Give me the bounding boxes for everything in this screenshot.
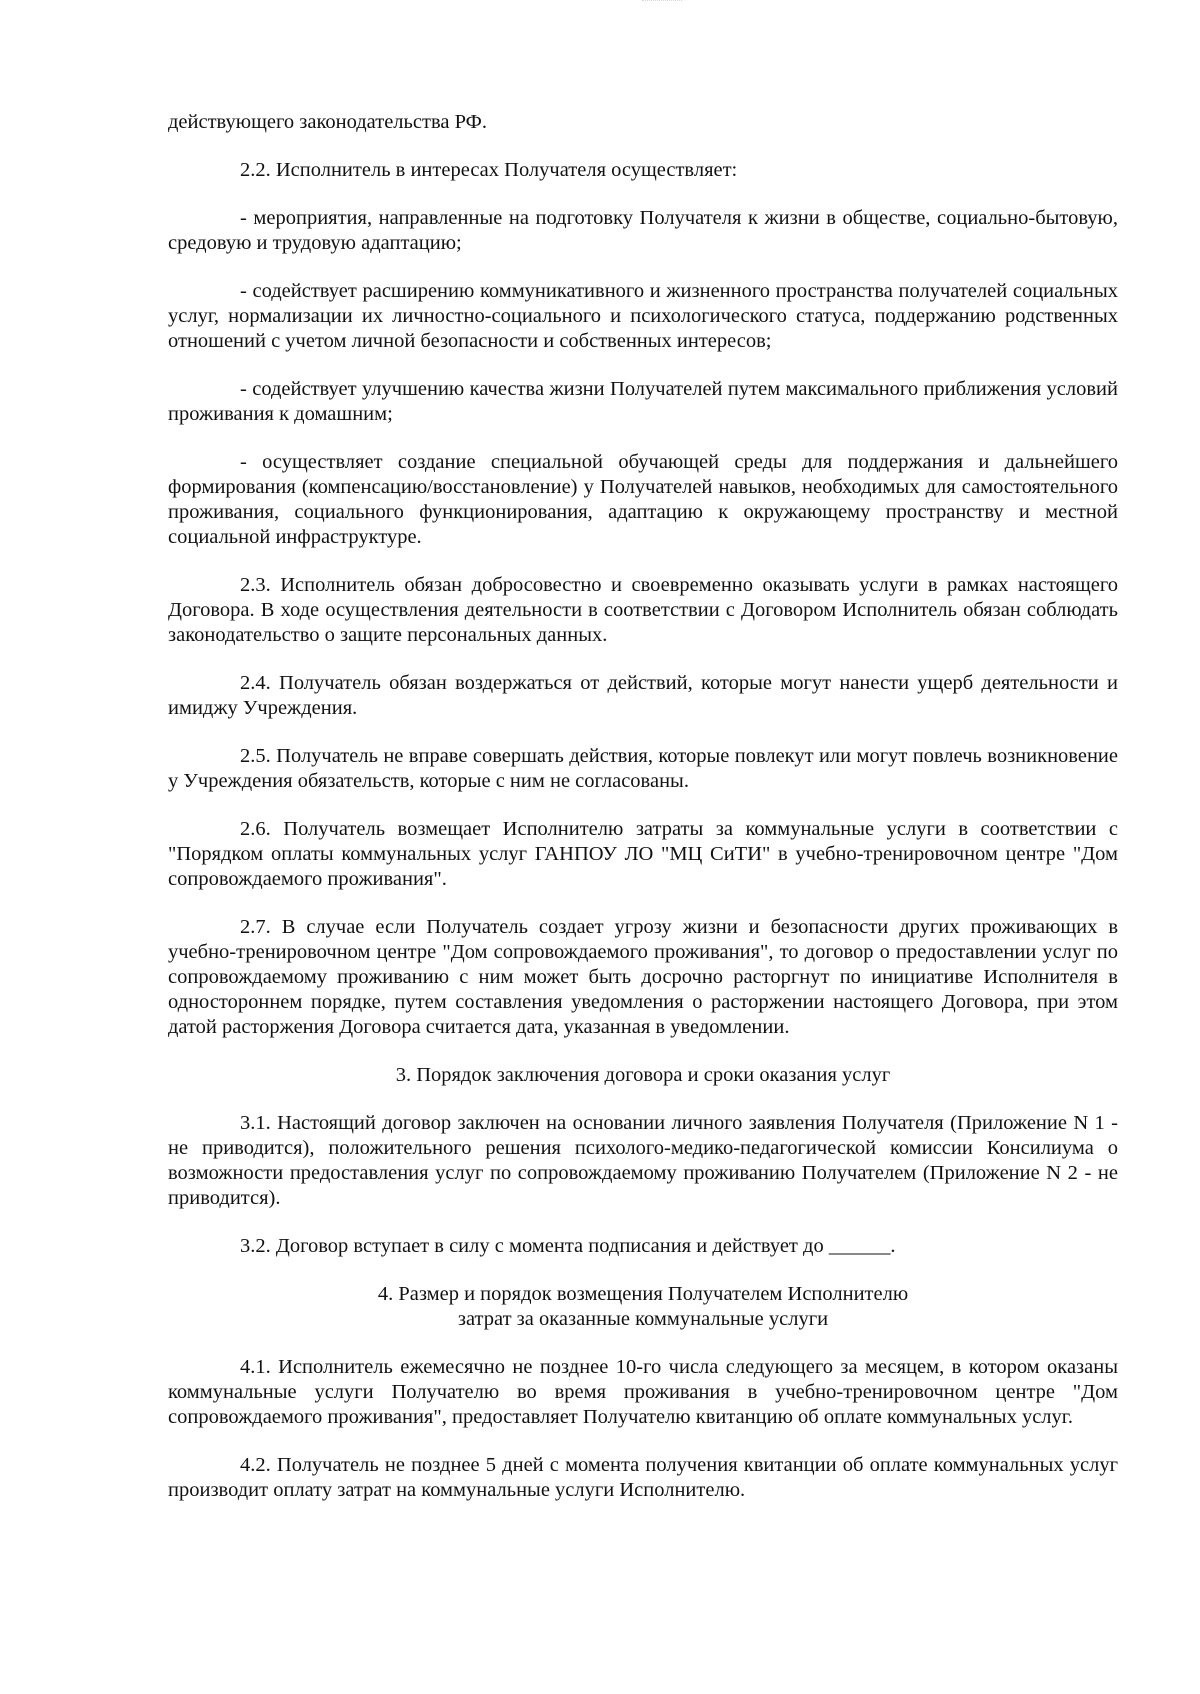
scan-artifact [642,0,682,7]
paragraph: - мероприятия, направленные на подготовку Получателя к жизни в обществе, социально-бытовую, средовую и трудовую адаптацию; [168,207,1118,254]
paragraph: 4.2. Получатель не позднее 5 дней с момента получения квитанции об оплате коммунальных услуг производит оплату затрат на коммунальные услуги Исполнителю. [168,1454,1118,1501]
section-heading: 3. Порядок заключения договора и сроки оказания услуг [395,1064,891,1086]
paragraph: - содействует расширению коммуникативного и жизненного пространства получателей социальных услуг, нормализации их личностно-социального и психологического статуса, поддержанию родственных отношений с учетом личной безопасности и собственных интересов; [168,280,1118,352]
paragraph: 3.2. Договор вступает в силу с момента подписания и действует до ______. [240,1235,896,1257]
paragraph: 3.1. Настоящий договор заключен на основании личного заявления Получателя (Приложение N 1 - не приводится), положительного решения психолого-медико-педагогической комиссии Консилиума о возможности предоставления услуг по сопровождаемому проживанию Получателем (Приложение N 2 - не приводится). [168,1112,1118,1209]
paragraph: - осуществляет создание специальной обучающей среды для поддержания и дальнейшего формирования (компенсацию/восстановление) у Получателей навыков, необходимых для самостоятельного проживания, социального функционирования, адаптацию к окружающему пространству и местной социальной инфраструктуре. [168,451,1118,548]
document-body [168,110,1118,1503]
paragraph: 2.6. Получатель возмещает Исполнителю затраты за коммунальные услуги в соответствии с "Порядком оплаты коммунальных услуг ГАНПОУ ЛО "МЦ СиТИ" в учебно-тренировочном центре "Дом сопровождаемого проживания". [168,818,1118,890]
paragraph: 2.7. В случае если Получатель создает угрозу жизни и безопасности других проживающих в учебно-тренировочном центре "Дом сопровождаемого проживания", то договор о предоставлении услуг по сопровождаемому проживанию с ним может быть досрочно расторгнут по инициативе Исполнителя в одностороннем порядке, путем составления уведомления о расторжении настоящего Договора, при этом датой расторжения Договора считается дата, указанная в уведомлении. [168,916,1118,1038]
paragraph: 2.4. Получатель обязан воздержаться от действий, которые могут нанести ущерб деятельности и имиджу Учреждения. [168,672,1118,719]
paragraph: действующего законодательства РФ. [168,111,487,133]
section-heading: 4. Размер и порядок возмещения Получателем Исполнителю затрат за оказанные коммунальные услуги [377,1283,909,1330]
paragraph: - содействует улучшению качества жизни Получателей путем максимального приближения условий проживания к домашним; [168,378,1118,425]
paragraph: 2.5. Получатель не вправе совершать действия, которые повлекут или могут повлечь возникновение у Учреждения обязательств, которые с ним не согласованы. [168,745,1118,792]
paragraph: 2.3. Исполнитель обязан добросовестно и своевременно оказывать услуги в рамках настоящего Договора. В ходе осуществления деятельности в соответствии с Договором Исполнитель обязан соблюдать законодательство о защите персональных данных. [168,574,1118,646]
paragraph: 2.2. Исполнитель в интересах Получателя осуществляет: [240,159,738,181]
paragraph: 4.1. Исполнитель ежемесячно не позднее 10-го числа следующего за месяцем, в котором оказаны коммунальные услуги Получателю во время проживания в учебно-тренировочном центре "Дом сопровождаемого проживания", предоставляет Получателю квитанцию об оплате коммунальных услуг. [168,1356,1118,1428]
